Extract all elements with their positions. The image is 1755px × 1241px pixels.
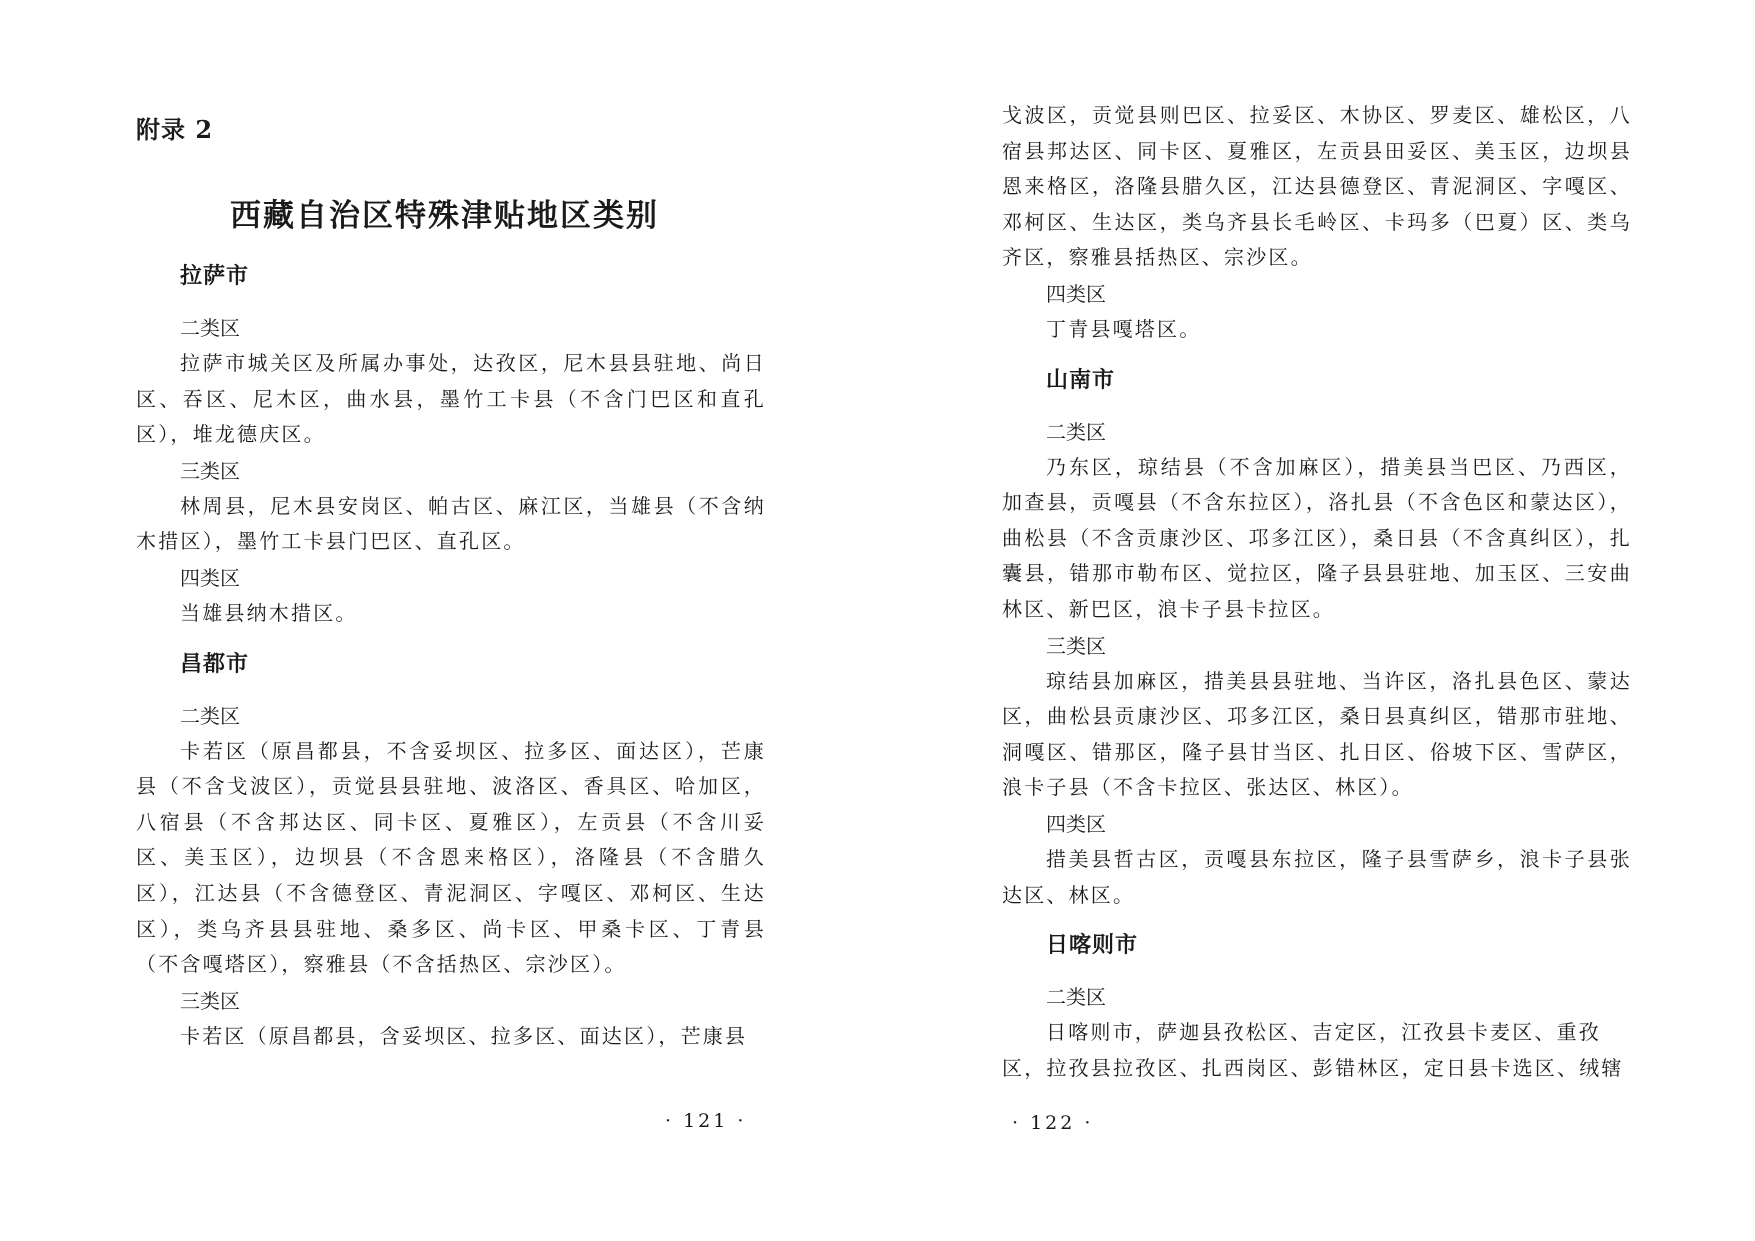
category-text: 拉萨市城关区及所属办事处，达孜区，尼木县县驻地、尚日区、吞区、尼木区，曲水县，墨竹工卡县（不含门巴区和直孔区），堆龙德庆区。 xyxy=(136,351,766,447)
city-heading-shigatse: 日喀则市 xyxy=(1046,932,1139,959)
category-label: 二类区 xyxy=(180,316,240,340)
category-text: 措美县哲古区，贡嘎县东拉区，隆子县雪萨乡，浪卡子县张达区、林区。 xyxy=(1002,846,1632,907)
page-number: · 122 · xyxy=(1012,1112,1094,1134)
category-text: 林周县，尼木县安岗区、帕古区、麻江区，当雄县（不含纳木措区），墨竹工卡县门巴区、直孔区。 xyxy=(136,493,766,554)
category-text: 卡若区（原昌都县，含妥坝区、拉多区、面达区），芒康县 xyxy=(180,1023,748,1048)
city-heading-changdu: 昌都市 xyxy=(180,650,250,677)
category-label: 四类区 xyxy=(1046,811,1106,836)
category-label: 二类区 xyxy=(180,703,240,728)
category-label: 二类区 xyxy=(1046,419,1106,444)
category-label: 三类区 xyxy=(180,458,240,483)
appendix-label: 附录 2 xyxy=(136,115,214,144)
page-title: 西藏自治区特殊津贴地区类别 xyxy=(230,198,659,234)
page-left xyxy=(0,0,877,1241)
category-label: 三类区 xyxy=(180,988,240,1013)
category-text: 乃东区，琼结县（不含加麻区），措美县当巴区、乃西区，加查县，贡嘎县（不含东拉区），洛扎县（不含色区和蒙达区），曲松县（不含贡康沙区、邛多江区），桑日县（不含真纠区），扎囊县，错那市勒布区、觉拉区，隆子县县驻地、加玉区、三安曲林区、新巴区，浪卡子县卡拉区。 xyxy=(1002,454,1632,621)
category-text: 卡若区（原昌都县，不含妥坝区、拉多区、面达区），芒康县（不含戈波区），贡觉县县驻地、波洛区、香具区、哈加区，八宿县（不含邦达区、同卡区、夏雅区），左贡县（不含川妥区、美玉区），边坝县（不含恩来格区），洛隆县（不含腊久区），江达县（不含德登区、青泥洞区、字嘎区、邓柯区、生达区），类乌齐县县驻地、桑多区、尚卡区、甲桑卡区、丁青县（不含嘎塔区），察雅县（不含括热区、宗沙区）。 xyxy=(136,738,766,977)
left-column xyxy=(136,258,766,1054)
page-right xyxy=(877,0,1755,1241)
city-heading-shannan: 山南市 xyxy=(1046,366,1116,393)
right-column xyxy=(1002,98,1632,1086)
category-label: 二类区 xyxy=(1046,985,1106,1010)
page-number: · 121 · xyxy=(665,1110,747,1132)
category-label: 三类区 xyxy=(1046,633,1106,658)
category-label: 四类区 xyxy=(1046,281,1106,306)
category-label: 四类区 xyxy=(180,565,240,590)
category-text: 丁青县嘎塔区。 xyxy=(1046,316,1202,341)
category-text: 日喀则市，萨迦县孜松区、吉定区，江孜县卡麦区、重孜区，拉孜县拉孜区、扎西岗区、彭错林区，定日县卡选区、绒辖 xyxy=(1002,1020,1624,1080)
city-heading-lhasa: 拉萨市 xyxy=(180,263,250,289)
category-text-continued: 戈波区，贡觉县则巴区、拉妥区、木协区、罗麦区、雄松区，八宿县邦达区、同卡区、夏雅区，左贡县田妥区、美玉区，边坝县恩来格区，洛隆县腊久区，江达县德登区、青泥洞区、字嘎区、邓柯区、生达区，类乌齐县长毛岭区、卡玛多（巴夏）区、类乌齐区，察雅县括热区、宗沙区。 xyxy=(1002,103,1632,270)
category-text: 琼结县加麻区，措美县县驻地、当许区，洛扎县色区、蒙达区，曲松县贡康沙区、邛多江区，桑日县真纠区，错那市驻地、洞嘎区、错那区，隆子县甘当区、扎日区、俗坡下区、雪萨区，浪卡子县（不含卡拉区、张达区、林区）。 xyxy=(1002,668,1632,800)
category-text: 当雄县纳木措区。 xyxy=(180,600,358,625)
